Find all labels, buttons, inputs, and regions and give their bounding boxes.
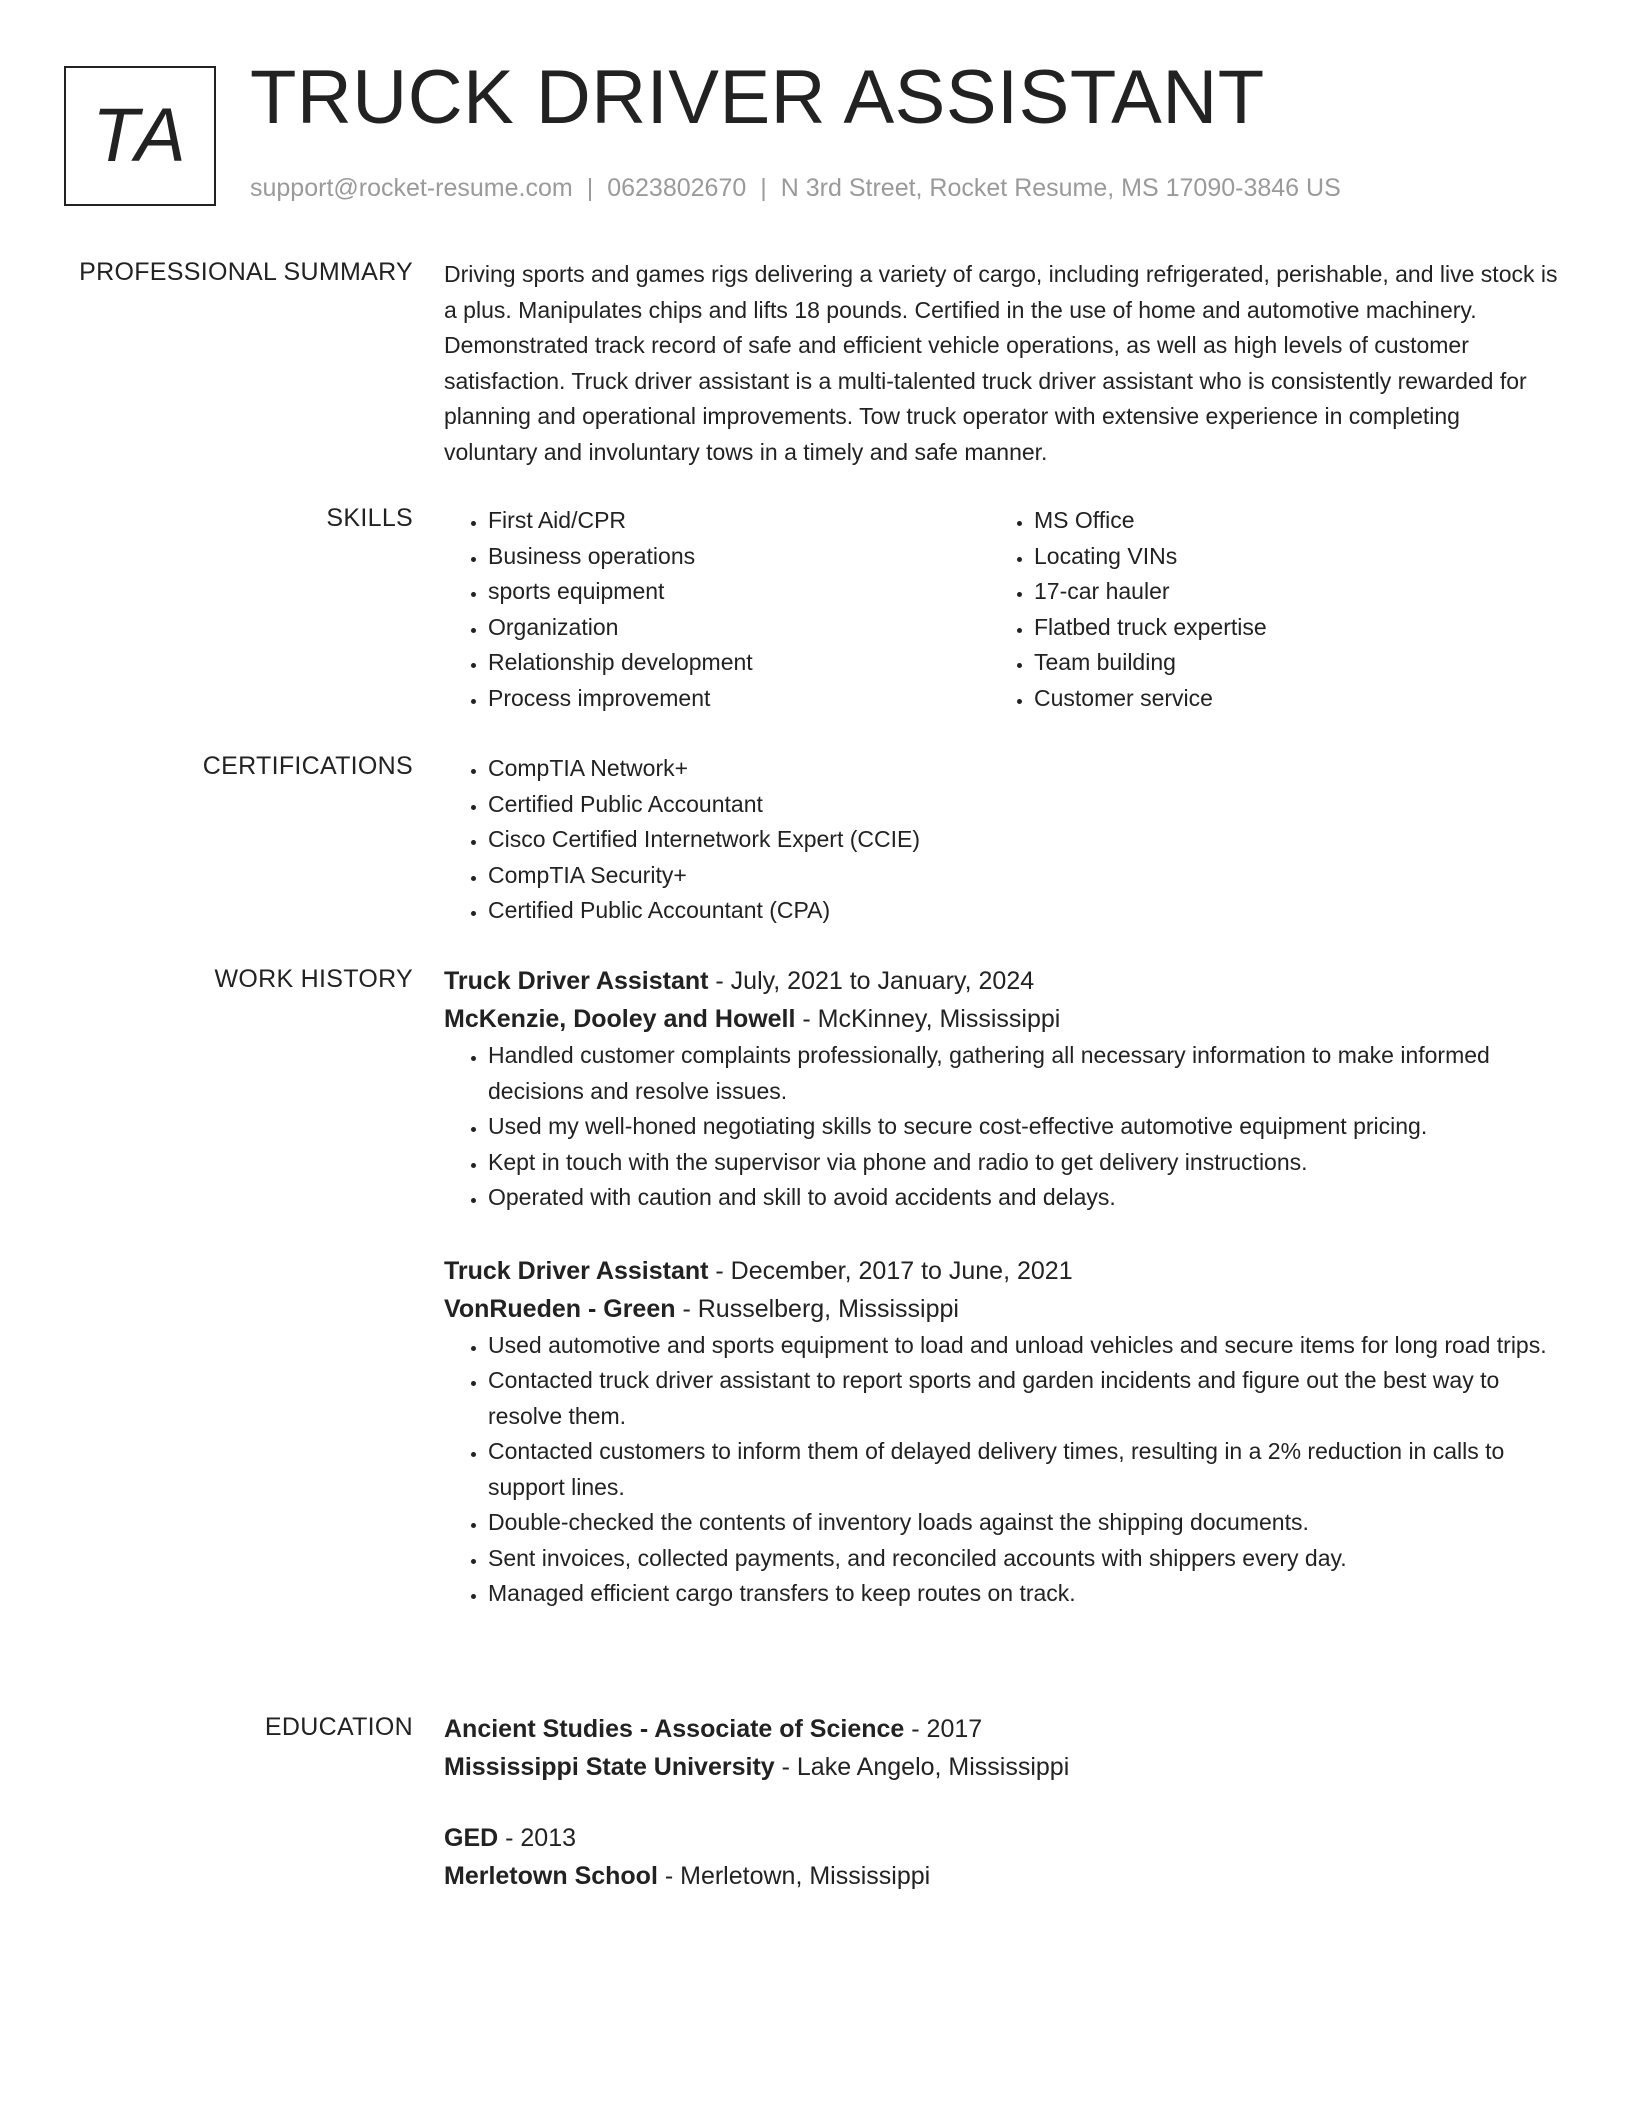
certifications-list bbox=[444, 751, 1559, 929]
skills-heading: SKILLS bbox=[326, 504, 413, 532]
skill-item: • sports equipment bbox=[488, 574, 990, 610]
job-dates: - December, 2017 to June, 2021 bbox=[708, 1256, 1073, 1285]
skill-item: • Business operations bbox=[488, 539, 990, 575]
job-duties-list bbox=[444, 1328, 1559, 1612]
job-company: VonRueden - Green bbox=[444, 1294, 676, 1323]
contact-separator: | bbox=[586, 174, 594, 202]
skill-item: • First Aid/CPR bbox=[488, 503, 990, 539]
skill-item: • Team building bbox=[1034, 645, 1536, 681]
job-title-line bbox=[444, 1252, 1559, 1290]
education-heading: EDUCATION bbox=[264, 1713, 413, 1741]
skill-item: • Organization bbox=[488, 610, 990, 646]
monogram-initials: TA bbox=[92, 93, 188, 178]
job-duty: • Used my well-honed negotiating skills to secure cost-effective automotive equipment pricing. bbox=[488, 1109, 1559, 1145]
education-school: Merletown School bbox=[444, 1862, 658, 1890]
education-degree: GED bbox=[444, 1824, 499, 1852]
summary-body bbox=[444, 257, 1559, 470]
education-degree: Ancient Studies - Associate of Science bbox=[444, 1715, 905, 1743]
job-entry bbox=[444, 962, 1559, 1216]
skill-item: • Relationship development bbox=[488, 645, 990, 681]
education-degree-line bbox=[444, 1819, 1559, 1857]
work-history-body bbox=[444, 962, 1559, 1612]
summary-heading: PROFESSIONAL SUMMARY bbox=[79, 258, 413, 286]
job-company-line bbox=[444, 1000, 1559, 1038]
job-entry bbox=[444, 1252, 1559, 1612]
job-title: Truck Driver Assistant bbox=[444, 967, 709, 995]
skill-item: • MS Office bbox=[1034, 503, 1536, 539]
skills-body bbox=[444, 503, 1559, 716]
certifications-body bbox=[444, 751, 1559, 929]
candidate-name: TRUCK DRIVER ASSISTANT bbox=[250, 55, 1265, 140]
education-location: - Merletown, Mississippi bbox=[657, 1862, 931, 1890]
education-location: - Lake Angelo, Mississippi bbox=[774, 1753, 1070, 1781]
skills-column-right bbox=[990, 503, 1536, 716]
job-title: Truck Driver Assistant bbox=[444, 1256, 709, 1285]
contact-email: support@rocket-resume.com bbox=[250, 174, 573, 202]
job-duty: • Contacted truck driver assistant to report sports and garden incidents and figure out the best way to resolve them. bbox=[488, 1363, 1559, 1434]
certifications-heading: CERTIFICATIONS bbox=[202, 752, 413, 780]
certification-item: • Certified Public Accountant bbox=[488, 787, 1559, 823]
skill-item: • 17-car hauler bbox=[1034, 574, 1536, 610]
job-duty: • Handled customer complaints professionally, gathering all necessary information to make informed decisions and resolve issues. bbox=[488, 1038, 1559, 1109]
job-title-line bbox=[444, 962, 1559, 1000]
education-degree-line bbox=[444, 1710, 1559, 1748]
job-location: - Russelberg, Mississippi bbox=[675, 1294, 959, 1323]
contact-phone: 0623802670 bbox=[607, 174, 747, 202]
job-company-line bbox=[444, 1290, 1559, 1328]
skills-column-left bbox=[444, 503, 990, 716]
education-year: - 2013 bbox=[498, 1824, 577, 1852]
job-duty: • Contacted customers to inform them of delayed delivery times, resulting in a 2% reduction in calls to support lines. bbox=[488, 1434, 1559, 1505]
education-year: - 2017 bbox=[904, 1715, 983, 1743]
summary-text: Driving sports and games rigs delivering a variety of cargo, including refrigerated, perishable, and live stock is a plus. Manipulates chips and lifts 18 pounds. Certified in the use of home and automotive machinery. Demonstrated track record of safe and efficient vehicle operations, as well as high levels of customer satisfaction. Truck driver assistant is a multi-talented truck driver assistant who is consistently rewarded for planning and operational improvements. Tow truck operator with extensive experience in completing voluntary and involuntary tows in a timely and safe manner. bbox=[444, 261, 1558, 465]
job-dates: - July, 2021 to January, 2024 bbox=[708, 967, 1035, 995]
contact-separator: | bbox=[760, 174, 767, 202]
certification-item: • CompTIA Network+ bbox=[488, 751, 1559, 787]
job-company: McKenzie, Dooley and Howell bbox=[444, 1005, 796, 1033]
job-duties-list bbox=[444, 1038, 1559, 1216]
job-duty: • Sent invoices, collected payments, and reconciled accounts with shippers every day. bbox=[488, 1541, 1559, 1577]
education-body bbox=[444, 1710, 1559, 1895]
skill-item: • Locating VINs bbox=[1034, 539, 1536, 575]
skill-item: • Flatbed truck expertise bbox=[1034, 610, 1536, 646]
education-school-line bbox=[444, 1748, 1559, 1786]
work-history-heading: WORK HISTORY bbox=[214, 965, 413, 993]
skills-list-right bbox=[990, 503, 1536, 716]
job-duty: • Double-checked the contents of inventory loads against the shipping documents. bbox=[488, 1505, 1559, 1541]
certification-item: • Certified Public Accountant (CPA) bbox=[488, 893, 1559, 929]
job-duty: • Kept in touch with the supervisor via phone and radio to get delivery instructions. bbox=[488, 1145, 1559, 1181]
education-school-line bbox=[444, 1857, 1559, 1895]
education-entry bbox=[444, 1819, 1559, 1895]
contact-line bbox=[250, 174, 1341, 203]
education-entry bbox=[444, 1710, 1559, 1786]
job-duty: • Managed efficient cargo transfers to keep routes on track. bbox=[488, 1576, 1559, 1612]
skill-item: • Customer service bbox=[1034, 681, 1536, 717]
education-school: Mississippi State University bbox=[444, 1753, 775, 1781]
certification-item: • Cisco Certified Internetwork Expert (CCIE) bbox=[488, 822, 1559, 858]
job-duty: • Used automotive and sports equipment to load and unload vehicles and secure items for long road trips. bbox=[488, 1328, 1559, 1364]
skills-list-left bbox=[444, 503, 990, 716]
skill-item: • Process improvement bbox=[488, 681, 990, 717]
monogram-logo bbox=[64, 66, 216, 206]
job-duty: • Operated with caution and skill to avoid accidents and delays. bbox=[488, 1180, 1559, 1216]
contact-address: N 3rd Street, Rocket Resume, MS 17090-3846 US bbox=[780, 174, 1341, 202]
certification-item: • CompTIA Security+ bbox=[488, 858, 1559, 894]
job-location: - McKinney, Mississippi bbox=[795, 1005, 1061, 1033]
